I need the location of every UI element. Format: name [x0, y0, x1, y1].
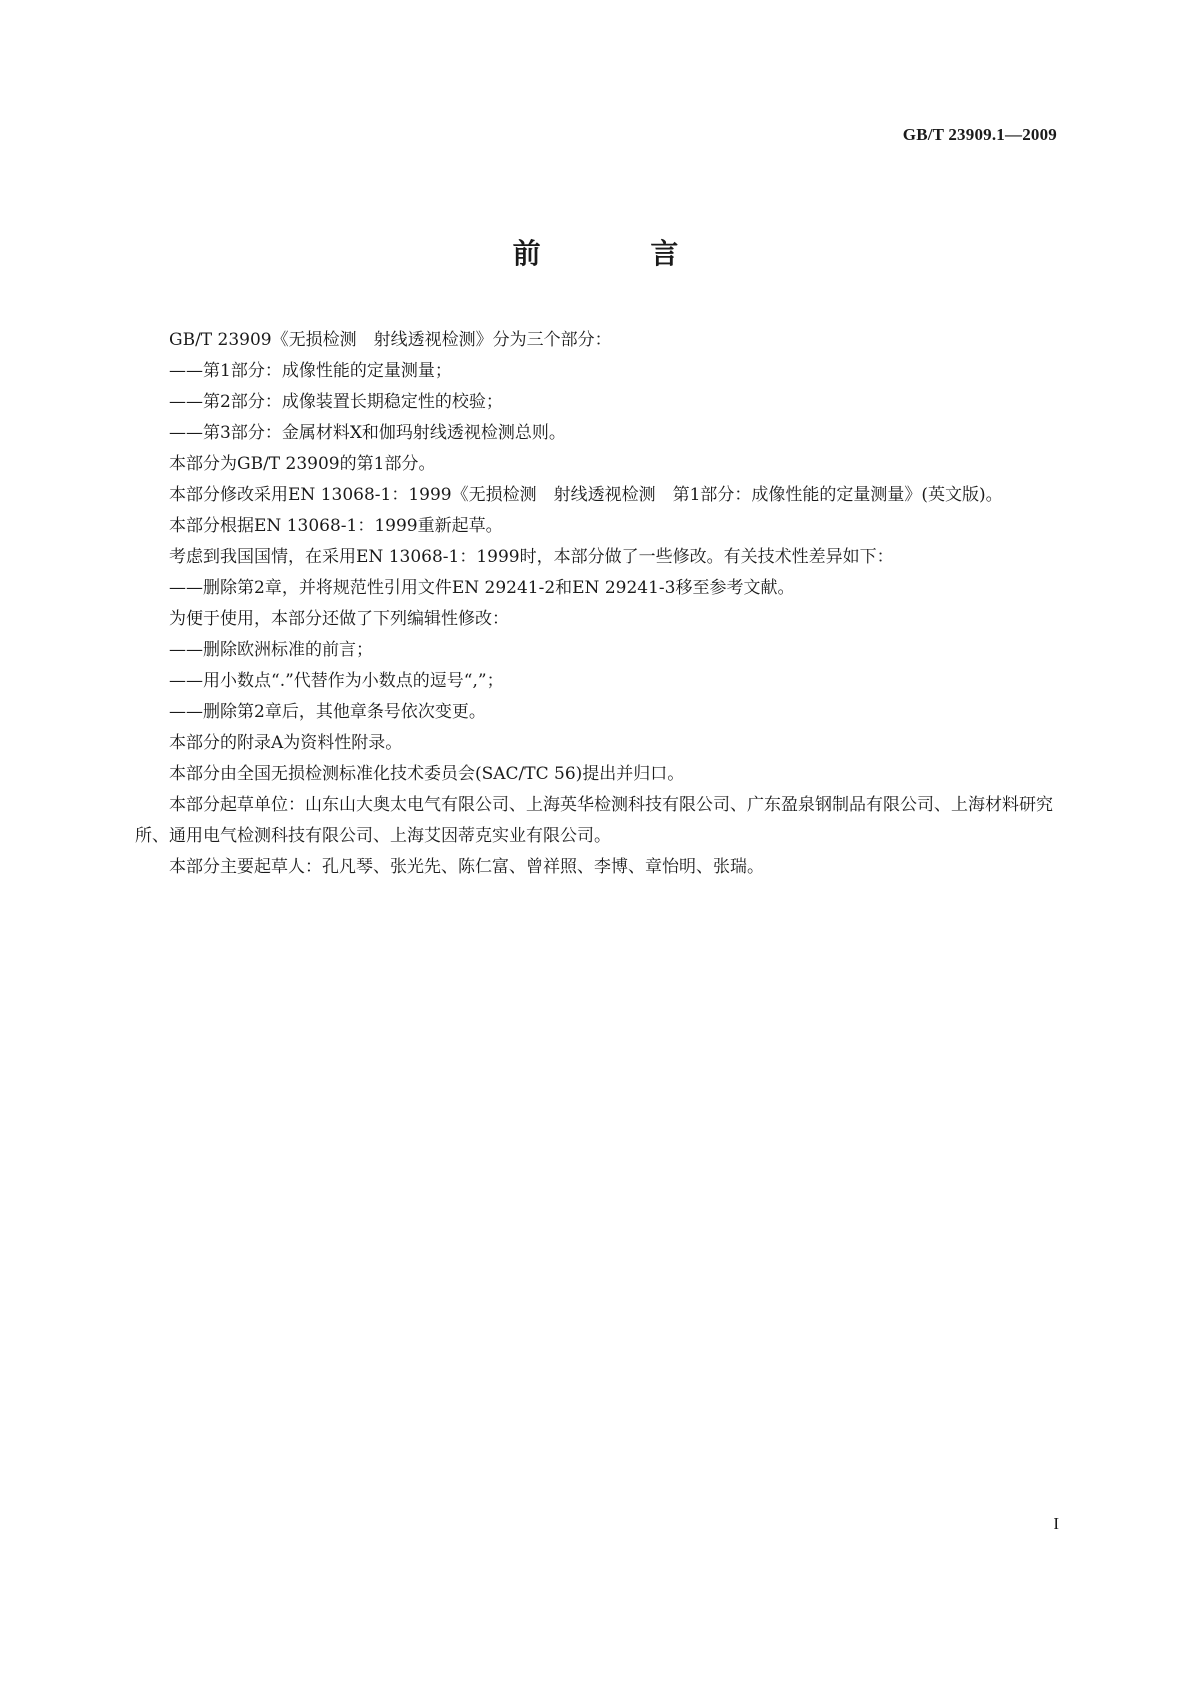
- paragraph: ——第3部分：金属材料X和伽玛射线透视检测总则。: [169, 423, 566, 443]
- paragraph: ——第2部分：成像装置长期稳定性的校验；: [169, 392, 503, 412]
- standard-number: GB/T 23909.1—2009: [902, 125, 1057, 144]
- paragraph: ——用小数点“.”代替作为小数点的逗号“,”；: [169, 671, 504, 691]
- paragraph: 考虑到我国国情，在采用EN 13068-1：1999时，本部分做了一些修改。有关技术性差异如下：: [169, 547, 894, 567]
- paragraph: ——删除第2章，并将规范性引用文件EN 29241-2和EN 29241-3移至参考文献。: [169, 578, 795, 598]
- preface-body: [135, 325, 1060, 883]
- paragraph: 本部分修改采用EN 13068-1：1999《无损检测 射线透视检测 第1部分：成像性能的定量测量》(英文版)。: [169, 485, 1003, 505]
- paragraph: 本部分起草单位：山东山大奥太电气有限公司、上海英华检测科技有限公司、广东盈泉钢制品有限公司、上海材料研究所、通用电气检测科技有限公司、上海艾因蒂克实业有限公司。: [135, 795, 1053, 846]
- paragraph: 本部分根据EN 13068-1：1999重新起草。: [169, 516, 503, 536]
- paragraph: 本部分主要起草人：孔凡琴、张光先、陈仁富、曾祥照、李博、章怡明、张瑞。: [169, 857, 764, 877]
- paragraph: 本部分的附录A为资料性附录。: [169, 733, 403, 753]
- paragraph: ——删除第2章后，其他章条号依次变更。: [169, 702, 486, 722]
- paragraph: ——第1部分：成像性能的定量测量；: [169, 361, 452, 381]
- paragraph: ——删除欧洲标准的前言；: [169, 640, 373, 660]
- page-title: 前 言: [512, 237, 729, 270]
- paragraph: GB/T 23909《无损检测 射线透视检测》分为三个部分：: [169, 330, 612, 350]
- paragraph: 本部分为GB/T 23909的第1部分。: [169, 454, 436, 474]
- page-number: I: [1053, 1514, 1059, 1533]
- paragraph: 本部分由全国无损检测标准化技术委员会(SAC/TC 56)提出并归口。: [169, 764, 685, 784]
- paragraph: 为便于使用，本部分还做了下列编辑性修改：: [169, 609, 509, 629]
